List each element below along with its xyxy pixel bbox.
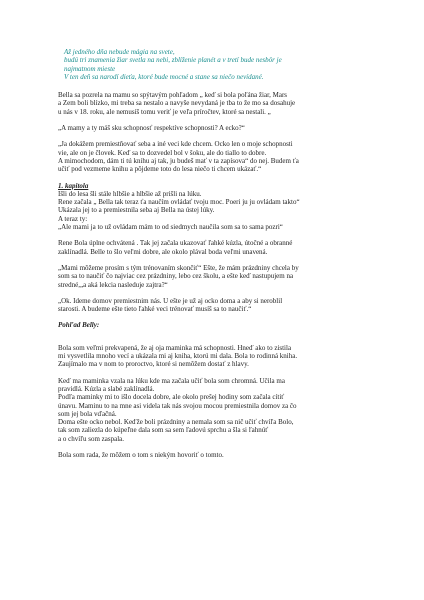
chapter-heading: 1. kapitola [58,181,89,190]
paragraph [58,451,376,459]
text-line: zaklínadlá. Belle to šlo veľmi dobre, ale okolo plával boda veľmi unavená. [58,247,268,256]
text-line: „Mami môžeme prosím s tým trénovaním skončiť“ Ešte, že mám prázdniny chcela by [58,263,299,272]
paragraph [58,124,376,132]
text-line: A mimochodom, dám ti tú knihu aj tak, ju budeš mať v ta zapísova“ do nej. Budem ťa [58,156,299,165]
paragraph [58,91,376,116]
text-line: a o chvíľu som zaspala. [58,434,125,443]
text-line: Bola som veľmi prekvapená, že aj oja maminka má schopnosti. Hneď ako to zistila [58,343,292,352]
pov-heading: Pohľad Belly: [58,321,100,330]
text-line: učiť pod vezmeme knihu a pôjdeme toto do lesa niečo ti chcem ukázať.“ [58,165,262,174]
text-line: stredné,„a aká lekcia nasleduje zajtra?“ [58,280,168,289]
text-line: Ukázala jej to a premiestnila seba aj Bella na ústej lúky. [58,206,215,215]
text-line: Doma ešte ocko nebol. Keďže boli prázdniny a nemala som sa nič učiť chvíľa Bolo, [58,418,294,427]
text-line: Išli do lesa šli stále hlbšie a hlbšie až prišli na lúku. [58,189,202,198]
text-line: „A mamy a ty máš sku schopnosť respektíve schopnosti? A ecko?“ [58,124,245,133]
text-line: „Ja dokážem premiestňovať seba a iné veci kde chcem. Ocko len o moje schopnosti [58,140,293,149]
text-line: mi vysvetlila mnoho vecí a ukázala mi aj kniha, ktorú mi dala. Bola to rodinná kniha. [58,352,298,361]
text-line: „Ale mami ja to už ovládam mám to od siedmych naučila som sa to sama pozri“ [58,223,283,232]
text-line: Zaujímalo ma v nom to proroctvo, ktoré si nemôžem dostať z hlavy. [58,360,249,369]
paragraph [58,264,376,289]
poem-line: V ten deň sa narodí dieťa, ktoré bude mocné a stane sa niečo nevídané. [64,72,264,81]
text-line: únavu. Maminu to na mne asi videla tak nás svojou mocou premiestnila domov za čo [58,401,297,410]
paragraph [58,190,376,231]
text-line: som jej bola vďačná. [58,409,117,418]
text-line: vie, ale on je človek. Keď sa to dozvedel bol v šoku, ale do tiallo to dobre. [58,148,267,157]
paragraph [58,377,376,443]
poem-line: budú tri znamenia žiar svetla na nebi, zblíženie planét a v tretí bude nesbör je [64,56,282,65]
text-line: som sa to naučiť čo najviac cez prázdniny, lebo cez školu, a ešte keď nastupujem na [58,272,294,281]
text-line: Keď ma maminka vzala na lúku kde ma začala učiť bola som chromná. Učila ma [58,376,285,385]
text-line: Rene Bola úplne ochvátená . Tak jej začala ukazovať ľahké kúzla, útočné a obranné [58,239,293,248]
paragraph [58,344,376,369]
text-line: Bella sa pozrela na mamu so spýtavým pohľadom „ keď si bola poľána žiar, Mars [58,91,288,100]
text-line: a Zem boli blízko, mi treba sa nestalo a navyše nevydaná je tba to že mo sa dosahuje [58,99,296,108]
text-line: starosti. A budeme ešte tieto ľahké veci trénovať musíš sa to naučiť.“ [58,305,252,314]
text-line: Podľa maminky mi to išlo docela dobre, ale okolo prešej hodiny som začala cítiť [58,393,285,402]
paragraph [58,239,376,256]
text-line: „Ok. Ideme domov premiestnim nás. U ešte je už aj ocko doma a aby si neroblil [58,296,283,305]
text-line: tak som zaliezla do kúpeľne dala som sa sem ľadovú sprchu a šla si ľahnúť [58,426,269,435]
document-content [58,48,376,467]
paragraph [58,140,376,173]
poem-line: najmatnom mieste [64,64,116,73]
text-line: u nás v 18. roku, ale nemusíš tomu veriť je veľa príročtev, ktoré sa nestali. „ [58,107,271,116]
text-line: Bola som rada, že môžem o tom s niekým hovoriť o tomto. [58,450,224,459]
text-line: A teraz ty: [58,214,88,223]
paragraph [58,297,376,314]
text-line: Rene začala „ Bella tak teraz ťa naučím ovládať tvoju moc. Poeri ju ju ovládam takto“ [58,198,300,207]
poem-line: Až jedného dňa nebude mágia na svete, [64,48,175,56]
prophecy-poem [64,48,376,81]
text-line: pravidlá. Kúzla a slabé zaklínadlá. [58,384,155,393]
